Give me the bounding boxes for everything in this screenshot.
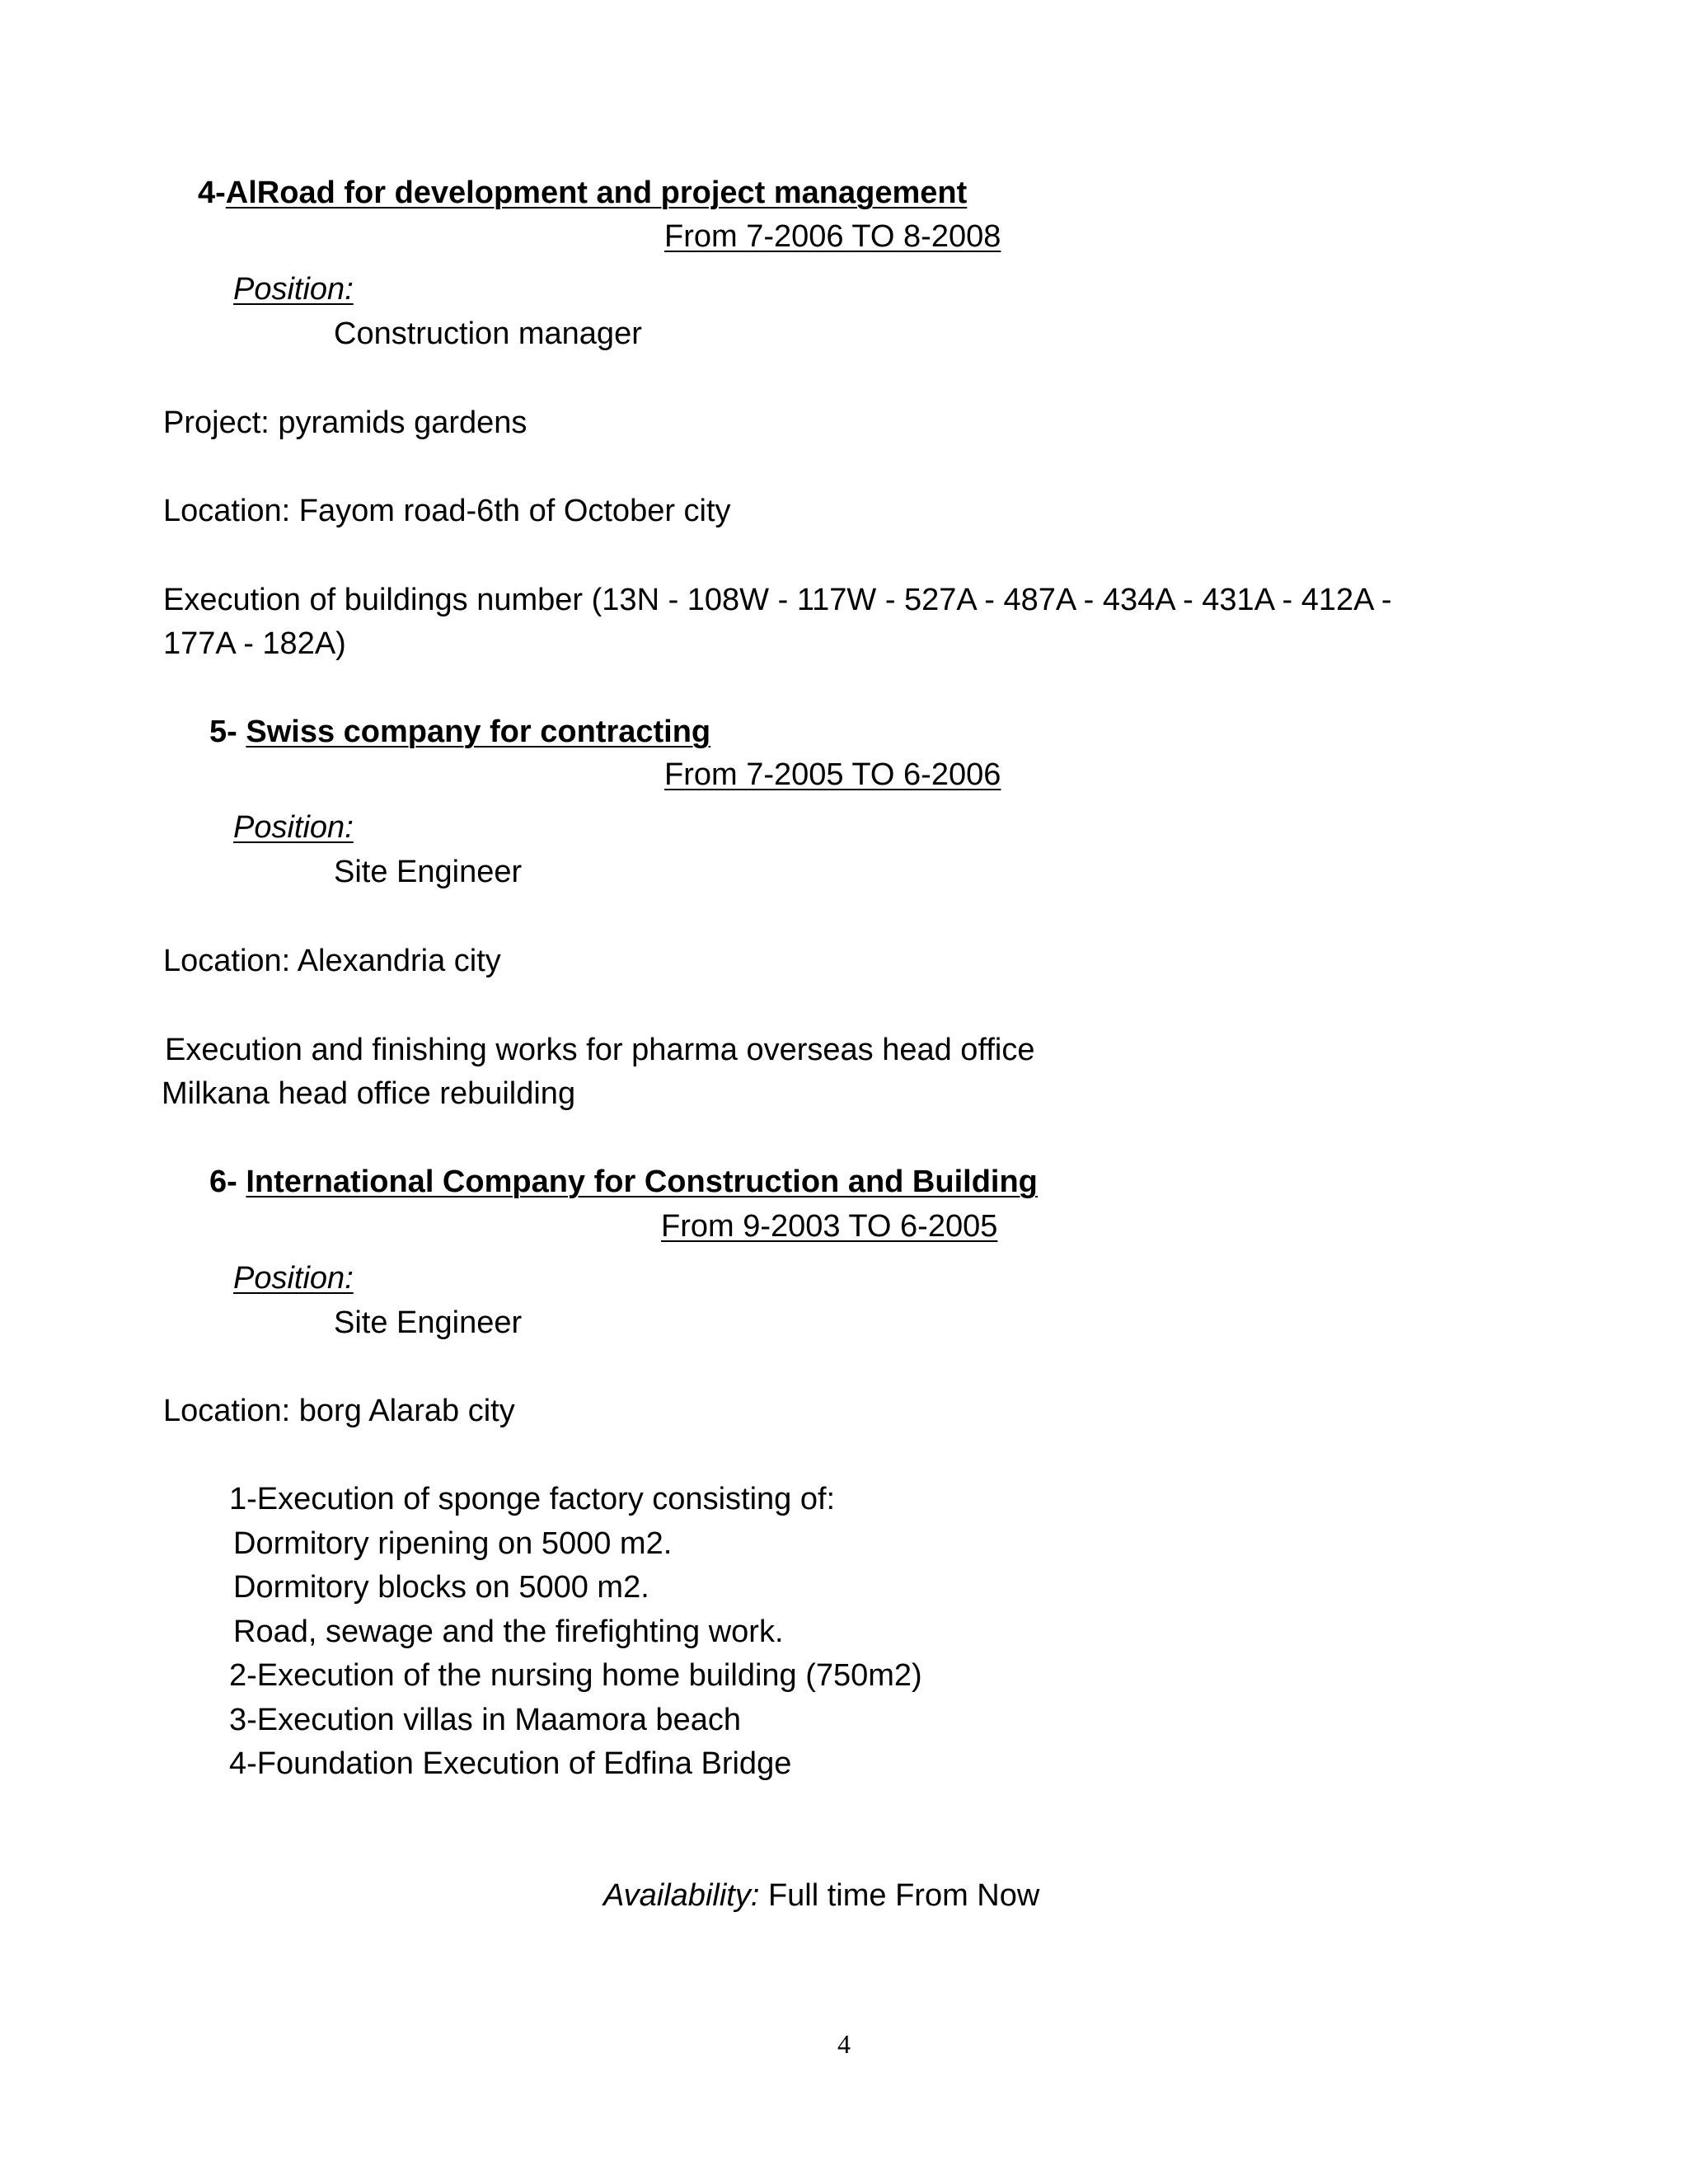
section-6-detail-line: 2-Execution of the nursing home building (750m2)	[229, 1658, 922, 1693]
section-5-number: 5-	[209, 715, 237, 749]
section-6-detail-line: 4-Foundation Execution of Edfina Bridge	[229, 1746, 792, 1781]
section-5-position: Site Engineer	[334, 855, 523, 889]
availability-value: Full time From Now	[767, 1878, 1040, 1913]
section-5-detail-line: Milkana head office rebuilding	[162, 1076, 576, 1111]
section-6-position-label: Position:	[233, 1261, 354, 1296]
section-6-detail-line: Dormitory blocks on 5000 m2.	[233, 1570, 649, 1605]
section-4-detail-line: 177A - 182A)	[163, 626, 346, 661]
section-4-number: 4-	[198, 176, 226, 210]
section-6-position: Site Engineer	[334, 1305, 523, 1340]
section-4-location: Location: Fayom road-6th of October city	[163, 494, 731, 528]
section-4-heading	[198, 175, 967, 211]
section-6-heading	[209, 1164, 1038, 1200]
section-5-dates: From 7-2005 TO 6-2006	[664, 757, 1001, 792]
availability-label: Availability:	[603, 1878, 760, 1913]
section-6-detail-line: Road, sewage and the firefighting work.	[233, 1615, 784, 1649]
section-4-position-label: Position:	[233, 272, 354, 307]
section-4-project: Project: pyramids gardens	[163, 405, 528, 440]
section-6-detail-line: 3-Execution villas in Maamora beach	[229, 1703, 741, 1737]
page-number: 4	[837, 2029, 851, 2059]
section-6-company: International Company for Construction and Building	[246, 1165, 1038, 1199]
section-4-detail-line: Execution of buildings number (13N - 108W - 117W - 527A - 487A - 434A - 431A - 412A -	[163, 583, 1392, 617]
section-5-company: Swiss company for contracting	[246, 715, 711, 749]
section-4-dates: From 7-2006 TO 8-2008	[664, 219, 1001, 254]
section-4-position: Construction manager	[334, 316, 642, 351]
section-6-detail-line: Dormitory ripening on 5000 m2.	[233, 1526, 673, 1561]
section-6-number: 6-	[209, 1165, 237, 1199]
section-6-location: Location: borg Alarab city	[163, 1394, 515, 1428]
section-4-company: AlRoad for development and project management	[225, 176, 968, 210]
section-6-detail-line: 1-Execution of sponge factory consisting of:	[229, 1482, 836, 1516]
section-5-detail-line: Execution and finishing works for pharma overseas head office	[165, 1033, 1035, 1067]
section-6-dates: From 9-2003 TO 6-2005	[661, 1209, 998, 1244]
section-5-heading	[209, 714, 710, 750]
section-5-location: Location: Alexandria city	[163, 944, 501, 978]
section-5-position-label: Position:	[233, 810, 354, 845]
availability-line	[603, 1877, 1039, 1914]
